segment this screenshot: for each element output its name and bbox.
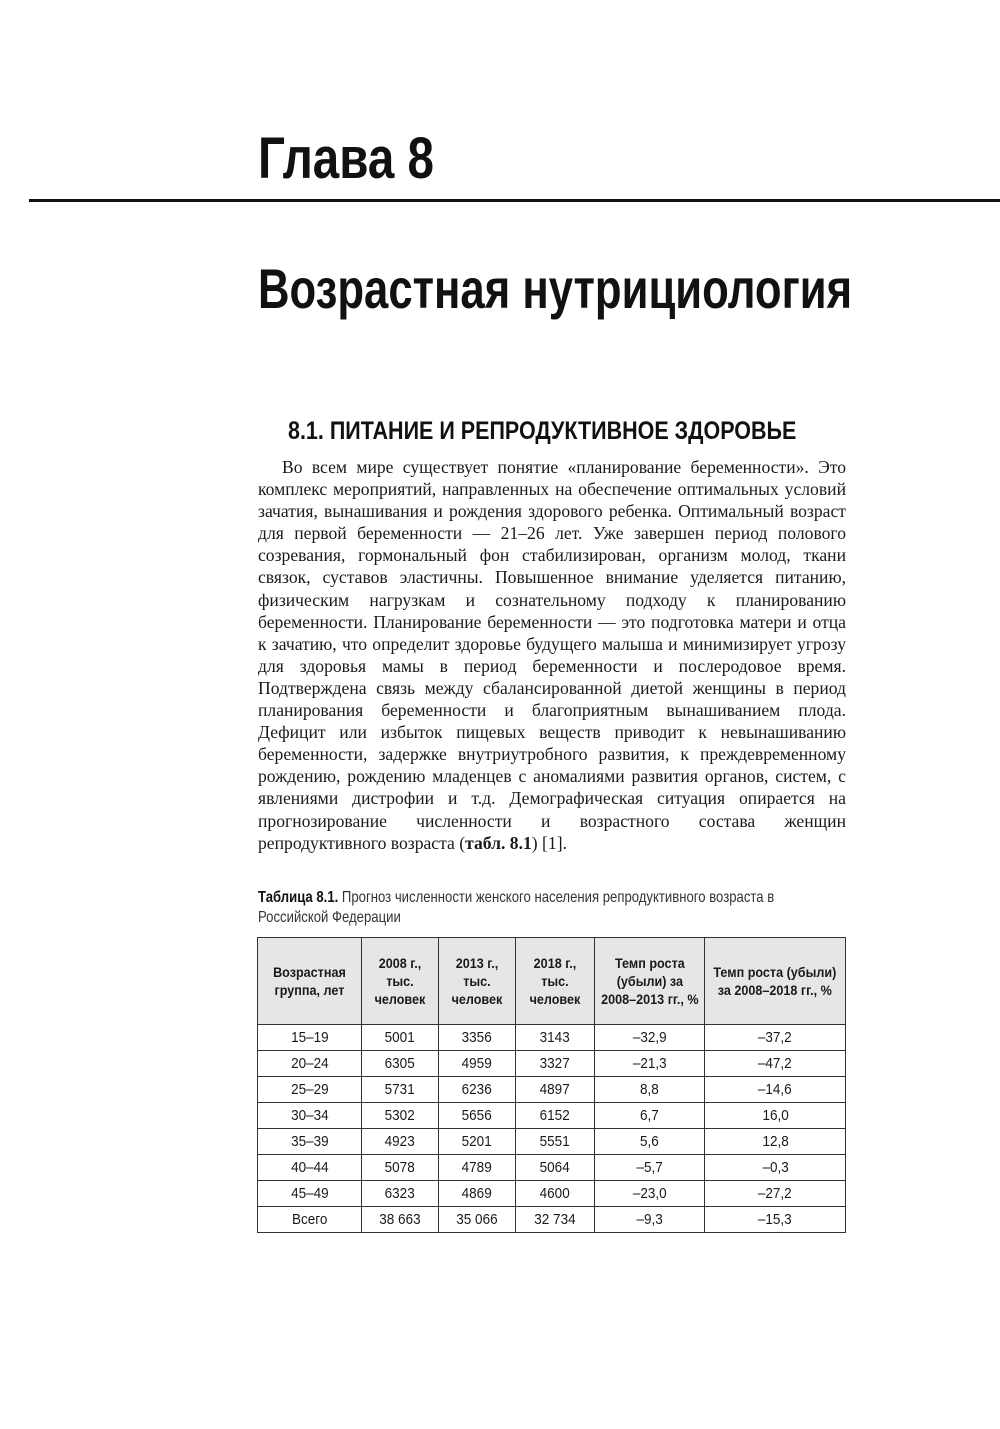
table-cell: 35–39 [258,1129,362,1155]
header-2008: 2008 г., тыс. человек [361,938,438,1025]
table-cell: 32 734 [515,1207,594,1233]
table-cell: 38 663 [361,1207,438,1233]
chapter-divider [29,199,1000,202]
table-cell: 6323 [361,1181,438,1207]
table-cell: 5201 [438,1129,515,1155]
table-cell: –0,3 [705,1155,846,1181]
table-row [258,1051,846,1077]
table-cell: 6236 [438,1077,515,1103]
table-cell: 3143 [515,1025,594,1051]
table-cell: 3356 [438,1025,515,1051]
table-cell: 25–29 [258,1077,362,1103]
table-cell: –15,3 [705,1207,846,1233]
chapter-label: Глава 8 [258,126,434,191]
table-cell: –14,6 [705,1077,846,1103]
table-row [258,1103,846,1129]
table-cell: 30–34 [258,1103,362,1129]
table-cell: –23,0 [594,1181,705,1207]
table-cell: 5656 [438,1103,515,1129]
table-cell: 6305 [361,1051,438,1077]
table-total-row [258,1207,846,1233]
table-cell: 3327 [515,1051,594,1077]
paragraph-ref-close: ) [1]. [531,832,567,853]
table-cell: 35 066 [438,1207,515,1233]
table-cell: 5731 [361,1077,438,1103]
paragraph-ref-open: ( [454,832,466,853]
table-cell: 6,7 [594,1103,705,1129]
table-cell: –21,3 [594,1051,705,1077]
header-age-group: Возрастная группа, лет [258,938,362,1025]
header-growth-2008-2018: Темп роста (убыли) за 2008–2018 гг., % [705,938,846,1025]
table-cell: 4959 [438,1051,515,1077]
table-cell: Всего [258,1207,362,1233]
table-row [258,1025,846,1051]
table-cell: 45–49 [258,1181,362,1207]
table-cell: 5064 [515,1155,594,1181]
table-caption [258,888,847,928]
table-cell: 4897 [515,1077,594,1103]
header-growth-2008-2013: Темп роста (убыли) за 2008–2013 гг., % [594,938,705,1025]
paragraph-text: Во всем мире существует понятие «планирование беременности». Это комплекс мероприятий, направленных на обеспечение оптимальных условий зачатия, вынашивания и рождения здорового ребенка. Оптимальный возраст для первой беременности — 21–26 лет. Уже завершен период полового созревания, гормональный фон стабилизирован, организм молод, ткани связок, суставов эластичны. Повышенное внимание уделяется питанию, физическим нагрузкам и сознательному подходу к планированию беременности. Планирование беременности — это подготовка матери и отца к зачатию, что определит здоровье будущего малыша и минимизирует угрозу для здоровья мамы в период беременности и послеродовое время. Подтверждена связь между сбалансированной диетой женщины в период планирования беременности и благоприятным вынашиванием плода. Дефицит или избыток пищевых веществ приводит к невынашиванию беременности, задержке внутриутробного развития, к преждевременному рождению, рождению младенцев с аномалиями развития органов, систем, с явлениями дистрофии и т.д. Демографическая ситуация опирается на прогнозирование численности и возрастного состава женщин репродуктивного возраста [258,457,846,853]
table-header-row [258,938,846,1025]
population-forecast-table [257,937,846,1233]
table-row [258,1181,846,1207]
table-cell: –9,3 [594,1207,705,1233]
table-reference: табл. 8.1 [465,832,532,853]
table-cell: –32,9 [594,1025,705,1051]
chapter-title: Возрастная нутрициология [258,257,853,320]
body-paragraph [258,456,846,854]
table-row [258,1129,846,1155]
table-cell: 40–44 [258,1155,362,1181]
table-cell: 5,6 [594,1129,705,1155]
table-cell: 4600 [515,1181,594,1207]
section-title: 8.1. ПИТАНИЕ И РЕПРОДУКТИВНОЕ ЗДОРОВЬЕ [288,417,797,445]
table-cell: 4789 [438,1155,515,1181]
table-cell: 12,8 [705,1129,846,1155]
table-cell: 15–19 [258,1025,362,1051]
table-row [258,1077,846,1103]
table-cell: 8,8 [594,1077,705,1103]
table-cell: 4869 [438,1181,515,1207]
table-cell: 5078 [361,1155,438,1181]
table-cell: 5551 [515,1129,594,1155]
header-2013: 2013 г., тыс. человек [438,938,515,1025]
table-cell: 5302 [361,1103,438,1129]
table-cell: –47,2 [705,1051,846,1077]
table-cell: 20–24 [258,1051,362,1077]
table-cell: 6152 [515,1103,594,1129]
table-caption-label: Таблица 8.1. [258,889,339,906]
table-caption-text: Прогноз численности женского населения репродуктивного возраста в Российской Федерации [258,889,775,926]
table-cell: 5001 [361,1025,438,1051]
table-cell: –37,2 [705,1025,846,1051]
table-cell: –27,2 [705,1181,846,1207]
table-row [258,1155,846,1181]
table-cell: –5,7 [594,1155,705,1181]
table-cell: 16,0 [705,1103,846,1129]
header-2018: 2018 г., тыс. человек [515,938,594,1025]
table-cell: 4923 [361,1129,438,1155]
